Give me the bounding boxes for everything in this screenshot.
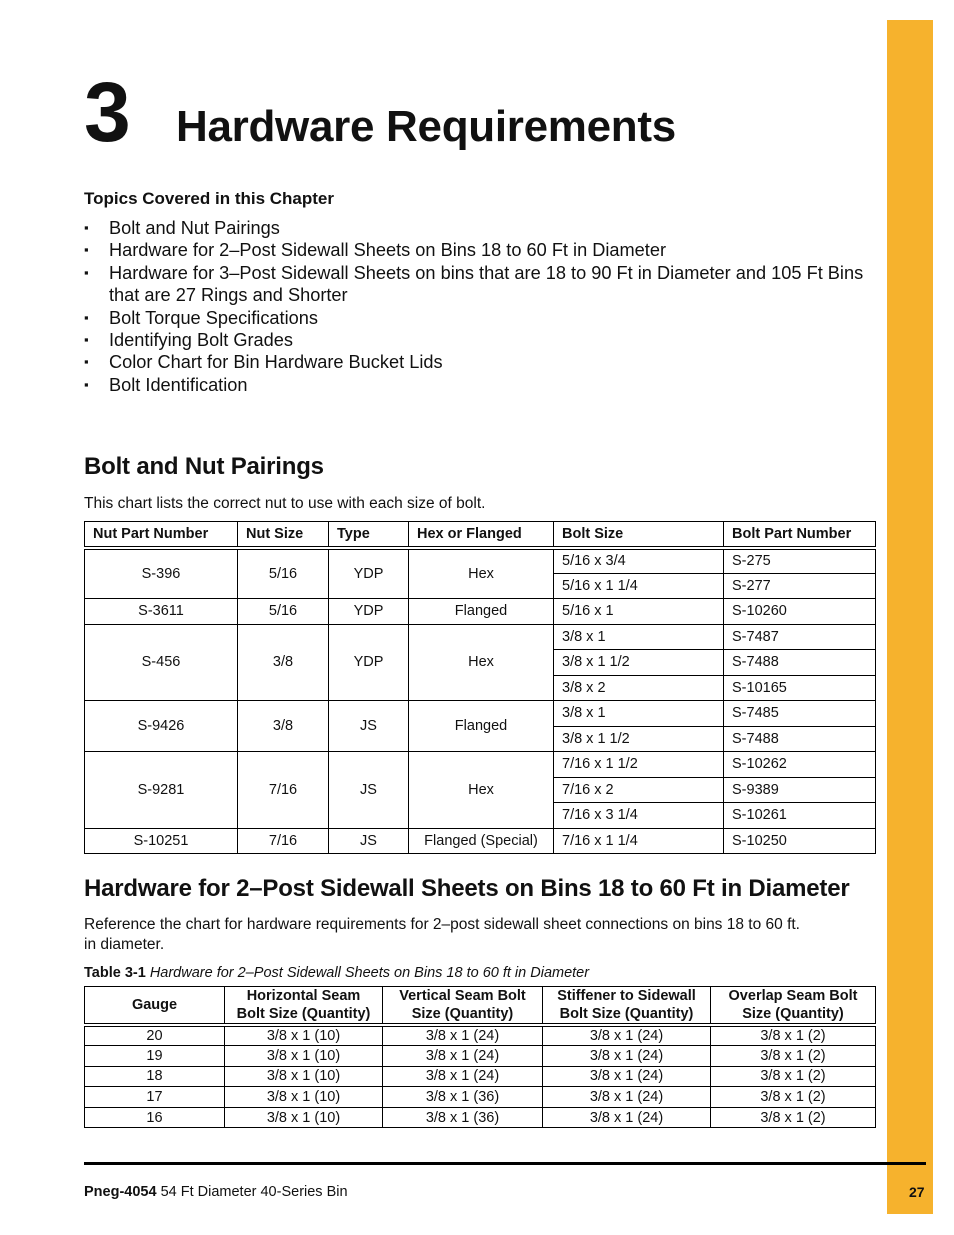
bolt-size-cell: 7/16 x 1 1/4 [554, 828, 724, 854]
bullet-icon: ▪ [84, 376, 89, 392]
column-header-line: Overlap Seam Bolt [728, 988, 858, 1004]
footer-doc-id: Pneg-4054 [84, 1184, 157, 1200]
column-header: Type [329, 522, 409, 548]
gauge-cell: 20 [85, 1025, 225, 1046]
bolt-part-number-cell: S-9389 [724, 777, 876, 803]
topic-item [84, 307, 884, 329]
bolt-part-number-cell: S-7488 [724, 726, 876, 752]
bolt-spec-cell: 3/8 x 1 (2) [711, 1046, 876, 1067]
bolt-size-cell: 5/16 x 1 1/4 [554, 573, 724, 599]
bolt-part-number-cell: S-277 [724, 573, 876, 599]
bolt-spec-cell: 3/8 x 1 (2) [711, 1087, 876, 1108]
table-row [85, 1046, 876, 1067]
hex-or-flanged-cell: Flanged (Special) [409, 828, 554, 854]
topic-item [84, 262, 884, 284]
topic-item [84, 374, 884, 396]
gauge-cell: 17 [85, 1087, 225, 1108]
table-row [85, 1066, 876, 1087]
column-header [383, 987, 543, 1026]
column-header [711, 987, 876, 1026]
table-caption [84, 965, 589, 981]
bullet-icon: ▪ [84, 332, 89, 348]
nut-size-cell: 5/16 [238, 548, 329, 599]
column-header-line: Stiffener to Sidewall [557, 988, 696, 1004]
bolt-spec-cell: 3/8 x 1 (36) [383, 1087, 543, 1108]
topics-heading: Topics Covered in this Chapter [84, 189, 335, 208]
gauge-cell: 19 [85, 1046, 225, 1067]
hex-or-flanged-cell: Hex [409, 624, 554, 701]
nut-part-number-cell: S-9281 [85, 752, 238, 829]
footer-doc-info [84, 1184, 348, 1200]
column-header [85, 987, 225, 1026]
bolt-part-number-cell: S-10250 [724, 828, 876, 854]
table-header-row [85, 522, 876, 548]
table-row [85, 1025, 876, 1046]
column-header-line: Bolt Size (Quantity) [236, 1006, 371, 1022]
bolt-spec-cell: 3/8 x 1 (24) [383, 1025, 543, 1046]
topic-label: that are 27 Rings and Shorter [109, 285, 348, 306]
bullet-icon: ▪ [84, 220, 89, 235]
bolt-size-cell: 3/8 x 1 [554, 701, 724, 727]
bolt-spec-cell: 3/8 x 1 (24) [383, 1046, 543, 1067]
column-header [543, 987, 711, 1026]
bolt-spec-cell: 3/8 x 1 (10) [225, 1046, 383, 1067]
bolt-spec-cell: 3/8 x 1 (24) [543, 1087, 711, 1108]
gauge-cell: 16 [85, 1107, 225, 1128]
section-intro-bolt-nut: This chart lists the correct nut to use with each size of bolt. [84, 495, 486, 512]
footer-rule [84, 1162, 926, 1165]
bolt-size-cell: 7/16 x 3 1/4 [554, 803, 724, 829]
nut-part-number-cell: S-396 [85, 548, 238, 599]
hex-or-flanged-cell: Hex [409, 548, 554, 599]
page-number: 27 [909, 1184, 925, 1200]
bolt-size-cell: 3/8 x 1 [554, 624, 724, 650]
topic-label: Hardware for 2–Post Sidewall Sheets on Bins 18 to 60 Ft in Diameter [109, 240, 667, 261]
hex-or-flanged-cell: Flanged [409, 599, 554, 625]
topic-item [84, 329, 884, 351]
bolt-size-cell: 5/16 x 3/4 [554, 548, 724, 574]
bolt-size-cell: 7/16 x 2 [554, 777, 724, 803]
hex-or-flanged-cell: Flanged [409, 701, 554, 752]
table-row [85, 1087, 876, 1108]
bolt-part-number-cell: S-10165 [724, 675, 876, 701]
type-cell: JS [329, 752, 409, 829]
chapter-heading [84, 65, 676, 159]
column-header: Bolt Size [554, 522, 724, 548]
bolt-spec-cell: 3/8 x 1 (24) [543, 1046, 711, 1067]
column-header-line: Size (Quantity) [742, 1006, 844, 1022]
chapter-number: 3 [84, 65, 131, 159]
bolt-size-cell: 5/16 x 1 [554, 599, 724, 625]
bolt-size-cell: 7/16 x 1 1/2 [554, 752, 724, 778]
nut-size-cell: 3/8 [238, 624, 329, 701]
type-cell: JS [329, 701, 409, 752]
bolt-spec-cell: 3/8 x 1 (10) [225, 1107, 383, 1128]
topics-list [84, 217, 884, 396]
column-header [225, 987, 383, 1026]
bolt-spec-cell: 3/8 x 1 (24) [383, 1066, 543, 1087]
bolt-spec-cell: 3/8 x 1 (36) [383, 1107, 543, 1128]
nut-part-number-cell: S-456 [85, 624, 238, 701]
bolt-spec-cell: 3/8 x 1 (10) [225, 1025, 383, 1046]
type-cell: YDP [329, 599, 409, 625]
section-heading-2-post: Hardware for 2–Post Sidewall Sheets on Bins 18 to 60 Ft in Diameter [84, 875, 850, 902]
topic-label: Bolt Torque Specifications [109, 307, 318, 328]
table-header-row [85, 987, 876, 1026]
column-header: Hex or Flanged [409, 522, 554, 548]
chapter-title: Hardware Requirements [176, 102, 676, 151]
bolt-part-number-cell: S-275 [724, 548, 876, 574]
topic-label: Hardware for 3–Post Sidewall Sheets on bins that are 18 to 90 Ft in Diameter and 105 Ft Bins [109, 262, 864, 283]
bolt-spec-cell: 3/8 x 1 (10) [225, 1066, 383, 1087]
hardware-2-post-table [84, 986, 876, 1128]
bolt-size-cell: 3/8 x 2 [554, 675, 724, 701]
column-header-line: Vertical Seam Bolt [399, 988, 526, 1004]
table-row [85, 548, 876, 574]
bolt-spec-cell: 3/8 x 1 (10) [225, 1087, 383, 1108]
column-header: Nut Size [238, 522, 329, 548]
topic-label: Color Chart for Bin Hardware Bucket Lids [109, 352, 443, 373]
bolt-part-number-cell: S-10260 [724, 599, 876, 625]
nut-size-cell: 3/8 [238, 701, 329, 752]
nut-part-number-cell: S-3611 [85, 599, 238, 625]
table-row [85, 1107, 876, 1128]
hex-or-flanged-cell: Hex [409, 752, 554, 829]
bolt-part-number-cell: S-7485 [724, 701, 876, 727]
bolt-part-number-cell: S-7488 [724, 650, 876, 676]
column-header: Bolt Part Number [724, 522, 876, 548]
bolt-size-cell: 3/8 x 1 1/2 [554, 726, 724, 752]
nut-part-number-cell: S-9426 [85, 701, 238, 752]
topic-item [84, 239, 884, 261]
topic-item [84, 351, 884, 373]
section-intro-2-post [84, 915, 800, 955]
bolt-part-number-cell: S-10262 [724, 752, 876, 778]
table-row [85, 599, 876, 625]
intro-line: in diameter. [84, 936, 165, 953]
bolt-spec-cell: 3/8 x 1 (24) [543, 1066, 711, 1087]
column-header-line: Bolt Size (Quantity) [559, 1006, 694, 1022]
topic-label: Identifying Bolt Grades [109, 330, 293, 351]
bullet-icon: ▪ [84, 242, 89, 258]
nut-size-cell: 5/16 [238, 599, 329, 625]
gauge-cell: 18 [85, 1066, 225, 1087]
footer-doc-title: 54 Ft Diameter 40-Series Bin [156, 1184, 348, 1200]
table-row [85, 624, 876, 650]
column-header-line: Gauge [131, 997, 178, 1013]
chapter-side-tab [887, 20, 933, 1214]
bolt-nut-table [84, 521, 876, 854]
column-header-line: Horizontal Seam [246, 988, 361, 1004]
bullet-icon: ▪ [84, 264, 89, 280]
table-row [85, 752, 876, 778]
nut-part-number-cell: S-10251 [85, 828, 238, 854]
topic-label: Bolt and Nut Pairings [109, 218, 280, 238]
bolt-part-number-cell: S-10261 [724, 803, 876, 829]
nut-size-cell: 7/16 [238, 828, 329, 854]
bolt-spec-cell: 3/8 x 1 (2) [711, 1025, 876, 1046]
bullet-icon: ▪ [84, 309, 89, 325]
bolt-part-number-cell: S-7487 [724, 624, 876, 650]
type-cell: YDP [329, 624, 409, 701]
section-heading-bolt-nut: Bolt and Nut Pairings [84, 453, 324, 480]
topic-item [84, 284, 884, 306]
caption-text: Hardware for 2–Post Sidewall Sheets on Bins 18 to 60 ft in Diameter [149, 965, 590, 981]
topic-label: Bolt Identification [109, 374, 248, 395]
table-row [85, 701, 876, 727]
nut-size-cell: 7/16 [238, 752, 329, 829]
bolt-spec-cell: 3/8 x 1 (24) [543, 1107, 711, 1128]
type-cell: JS [329, 828, 409, 854]
column-header-line: Size (Quantity) [411, 1006, 514, 1022]
bolt-spec-cell: 3/8 x 1 (24) [543, 1025, 711, 1046]
caption-label: Table 3-1 [84, 965, 146, 981]
bolt-spec-cell: 3/8 x 1 (2) [711, 1066, 876, 1087]
table-row [85, 828, 876, 854]
intro-line: Reference the chart for hardware requirements for 2–post sidewall sheet connections on bins 18 to 60 ft. [84, 916, 800, 933]
bullet-icon: ▪ [84, 354, 89, 370]
type-cell: YDP [329, 548, 409, 599]
bolt-spec-cell: 3/8 x 1 (2) [711, 1107, 876, 1128]
bolt-size-cell: 3/8 x 1 1/2 [554, 650, 724, 676]
column-header: Nut Part Number [85, 522, 238, 548]
topic-item [84, 217, 884, 239]
